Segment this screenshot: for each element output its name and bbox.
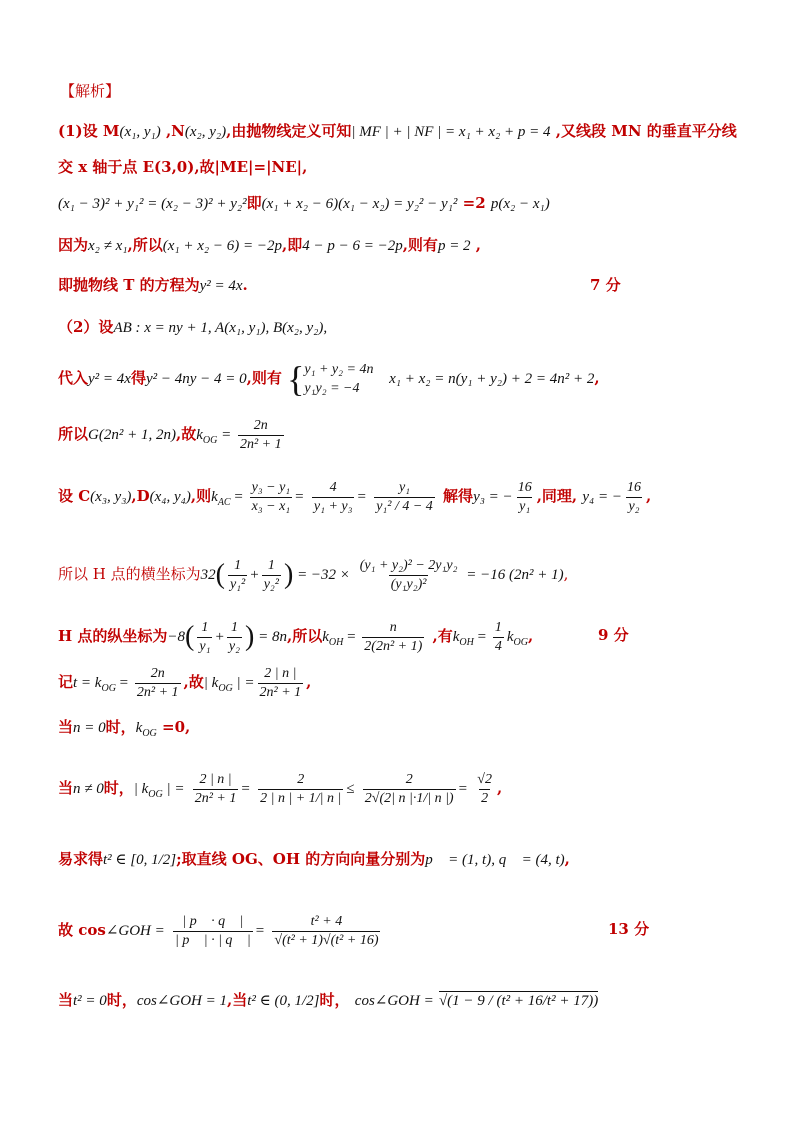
text: 得 <box>130 369 146 387</box>
subscript: OH <box>459 637 474 648</box>
denominator: y₂ <box>628 498 640 514</box>
math-expr: t² = 0 <box>73 993 107 1009</box>
text: ,由抛物线定义可知 <box>226 122 352 140</box>
fraction <box>193 772 239 807</box>
numerator: 1 <box>201 619 209 635</box>
solution-line-15 <box>58 848 760 871</box>
numerator: 1 <box>234 557 242 573</box>
fraction <box>197 620 212 655</box>
math-expr: y₄ = − <box>582 489 622 505</box>
math-expr: y² = 4x <box>199 278 243 294</box>
numerator: 2 | n | <box>264 665 297 681</box>
fraction <box>228 558 247 593</box>
text: 代入 <box>58 369 89 387</box>
fraction <box>272 914 380 949</box>
numerator: y₁ <box>398 479 411 495</box>
numerator: 1 <box>230 619 238 635</box>
text: 解得 <box>443 487 474 505</box>
fraction <box>258 772 343 807</box>
math-expr: | = <box>232 675 255 691</box>
section-header: 【解析】 <box>60 82 121 100</box>
math-expr: cos∠GOH = 1 <box>136 993 228 1009</box>
math-expr: y² = 4x <box>88 371 131 387</box>
math-expr: (x₄, y₄) <box>149 489 191 505</box>
solution-line-6 <box>58 316 760 339</box>
text: 设 C <box>58 487 91 505</box>
denominator: | p⃗ | · | q⃗ | <box>175 932 251 948</box>
text: =2 <box>457 194 491 212</box>
math-expr: x₂ ≠ x₁ <box>88 238 128 254</box>
math-expr: t = k <box>73 675 102 691</box>
denominator: 2n² + 1 <box>259 684 302 700</box>
text: 因为 <box>58 236 89 254</box>
text: 记 <box>58 673 74 691</box>
fraction <box>362 620 424 655</box>
solution-line-14: 当n ≠ 0时，| $k_{OG}$ | = $\frac{2 | n |}{\text{2n² + 1}}$ = $\frac{2}{2 | n | + 1/| n |}$ ≤ $\frac{2}{2√(2| n |\cdot 1/| n |)}$ = $\frac{√2}{2}$ , <box>58 771 503 806</box>
fraction <box>227 620 242 655</box>
text: 当 <box>58 991 74 1009</box>
math-expr: x₁ + x₂ = n(y₁ + y₂) + 2 = 4n² + 2 <box>389 371 595 387</box>
math-expr: G(2n² + 1, 2n) <box>88 427 176 443</box>
numerator: 16 <box>627 479 641 495</box>
denominator: 2√(2| n |·1/| n |) <box>364 790 454 806</box>
math-expr: p = 2 <box>437 238 471 254</box>
math-expr: y² − 4ny − 4 = 0 <box>145 371 247 387</box>
denominator: x₃ − x₁ <box>251 498 291 514</box>
text: . <box>242 276 248 294</box>
denominator: 2 <box>481 790 489 806</box>
math-expr: n = 0 <box>73 720 106 736</box>
math-expr: (x₁, y₁) <box>119 124 161 140</box>
subscript: OH <box>328 637 344 648</box>
math-expr: ≤ <box>346 781 355 797</box>
solution-line-17 <box>58 974 760 1027</box>
solution-line-7 <box>58 356 760 401</box>
math-expr: k <box>135 720 143 736</box>
text: =0, <box>156 718 191 736</box>
text: 所以 H 点的横坐标为 <box>58 565 201 583</box>
math-expr: 32 <box>200 567 216 583</box>
denominator: 2 | n | + 1/| n | <box>260 790 342 806</box>
fraction <box>363 772 456 807</box>
fraction <box>135 666 181 701</box>
numerator: 2n <box>253 417 268 433</box>
denominator: 2n² + 1 <box>136 684 179 700</box>
fraction <box>374 480 435 515</box>
math-expr: = 8n <box>254 629 287 645</box>
math-expr: k <box>506 629 514 645</box>
text: 当 <box>58 779 74 797</box>
text: 即 <box>246 194 262 212</box>
text: H 点的纵坐标为 <box>58 627 168 645</box>
numerator: √2 <box>477 771 492 787</box>
text: ,则有 <box>246 369 282 387</box>
text: 即抛物线 T 的方程为 <box>58 276 200 294</box>
text: 当 <box>58 718 74 736</box>
text: 所以 <box>58 425 89 443</box>
subscript: OG <box>101 683 116 694</box>
math-expr: √(1 − 9 / (t² + 16/t² + 17)) <box>438 993 599 1009</box>
numerator: 1 <box>494 619 502 635</box>
denominator: √(t² + 1)√(t² + 16) <box>274 932 379 948</box>
text: , <box>496 779 503 797</box>
solution-line-13 <box>58 716 760 745</box>
numerator: 2 | n | <box>199 771 232 787</box>
denominator: y₁ + y₃ <box>313 498 353 514</box>
denominator: 2n² + 1 <box>194 790 237 806</box>
score-label: 9 分 <box>598 626 629 644</box>
solution-line-12: 记$t = k_{OG}$ = $\frac{2n}{\text{2n² + 1}}$ ,故| $k_{OG}$ | = $\frac{2 | n |}{\text{2n² + 1}}$ , <box>58 665 312 700</box>
math-expr: k <box>196 427 203 443</box>
text: 时， <box>106 991 137 1009</box>
text: ,则 <box>190 487 212 505</box>
math-expr: | = <box>162 781 185 797</box>
math-expr: = −32 × <box>293 567 350 583</box>
text: ,有 <box>427 627 453 645</box>
text: ,又线段 MN 的垂直平分线 <box>550 122 737 140</box>
math-expr: = <box>217 427 235 443</box>
math-expr: (x₁ + x₂ − 6)(x₁ − x₂) = y₂² − y₁² <box>261 196 458 212</box>
system-row: y₁ + y₂ = 4n <box>304 362 374 377</box>
numerator: n <box>389 619 397 635</box>
fraction <box>516 480 534 515</box>
math-expr: −8 <box>167 629 186 645</box>
fraction <box>250 480 293 515</box>
solution-line-9: 设 C(x₃, y₃),D(x₄, y₄),则$k_{AC}$ = $\frac{\text{y₃ − y₁}}{\text{x₃ − x₁}}$ = $\frac{4}{\text{y₁ + y₃}}$ = $\frac{\text{y₁}}{\text{y₁² / 4 − 4}}$ 解得y₃ = − $\frac{16}{\text{y₁}}$ ,同理, y₄ = − $\frac{16}{\text{y₂}}$ , <box>58 479 652 514</box>
solution-line-4 <box>58 234 760 257</box>
fraction <box>173 914 253 949</box>
numerator: 1 <box>267 557 275 573</box>
solution-line-2: 交 x 轴于点 E(3,0),故|ME|=|NE|, <box>58 158 308 176</box>
denominator: 2n² + 1 <box>239 436 282 452</box>
denominator: 4 <box>494 638 502 654</box>
text: （2）设 <box>58 318 114 336</box>
text: , <box>594 369 600 387</box>
numerator: 2 <box>405 771 413 787</box>
math-expr: = −16 (2n² + 1) <box>462 567 564 583</box>
fraction <box>312 480 355 515</box>
math-expr: t² ∈ [0, 1/2] <box>103 852 177 868</box>
numerator: 4 <box>329 479 337 495</box>
numerator: t² + 4 <box>310 913 343 929</box>
score-label: 13 分 <box>608 920 650 938</box>
text: ,N <box>160 122 185 140</box>
text: 易求得 <box>58 850 104 868</box>
text: 时， <box>103 779 134 797</box>
fraction <box>262 558 281 593</box>
math-expr: p(x₂ − x₁) <box>490 196 550 212</box>
denominator: 2(2n² + 1) <box>364 638 423 654</box>
subscript: OG <box>218 683 233 694</box>
math-expr: k <box>452 629 460 645</box>
numerator: 2n <box>150 665 165 681</box>
math-expr: | k <box>133 781 149 797</box>
solution-line-16: 故 cos∠GOH = $\frac{| p⃗ \cdot q⃗ |}{| p⃗ | \cdot | q⃗ |}$ = $\frac{\text{t² + 4}}{\text{√(t² + 1)√(t² + 16)}}$ <box>58 913 379 948</box>
text: ,故 <box>183 673 204 691</box>
solution-line-11: H 点的纵坐标为−8( $\frac{1}{\text{y₁}}$ + $\frac{1}{\text{y₂}}$ ) = 8n,所以$k_{OH}$ = $\frac{n}{\text{2(2n² + 1)}}$ ,有$k_{OH}$ = $\frac{1}{4}$ $k_{OG}$, <box>58 619 534 654</box>
score-label: 7 分 <box>590 276 621 294</box>
denominator: y₂² <box>263 576 279 592</box>
solution-line-8 <box>58 414 760 461</box>
denominator: y₁² <box>229 576 246 592</box>
math-expr: n ≠ 0 <box>73 781 104 797</box>
solution-line-5 <box>58 274 760 297</box>
text: , <box>527 627 534 645</box>
denominator: y₁ <box>199 638 211 654</box>
numerator: y₃ − y₁ <box>251 479 291 495</box>
math-expr: AB : x = ny + 1, A(x₁, y₁), B(x₂, y₂), <box>113 320 328 336</box>
text: , <box>306 673 312 691</box>
math-expr: (x₁ + x₂ − 6) = −2p <box>162 238 282 254</box>
denominator: y₁ <box>519 498 531 514</box>
subscript: OG <box>142 728 157 739</box>
numerator: 16 <box>517 479 532 495</box>
math-expr: cos∠GOH = <box>354 993 434 1009</box>
math-expr: (x₁ − 3)² + y₁² = (x₂ − 3)² + y₂² <box>58 196 247 212</box>
subscript: OG <box>202 435 218 446</box>
text: , <box>646 487 652 505</box>
text: 时， <box>319 991 350 1009</box>
numerator: (y₁ + y₂)² − 2y₁y₂ <box>359 557 458 573</box>
math-expr: | MF | + | NF | = x₁ + x₂ + p = 4 <box>351 124 551 140</box>
solution-line-1 <box>58 120 760 143</box>
text: , <box>563 565 569 583</box>
fraction <box>625 480 643 515</box>
math-expr: 4 − p − 6 = −2p <box>302 238 403 254</box>
text: ,所以 <box>286 627 323 645</box>
solution-line-10: 所以 H 点的横坐标为32( $\frac{1}{\text{y₁²}}$ + $\frac{1}{\text{y₂²}}$ ) = −32 × $\frac{\text{(y₁ + y₂)² − 2y₁y₂}}{\text{(y₁y₂)²}}$ = −16 (2n² + 1), <box>58 557 569 592</box>
math-expr: | k <box>203 675 219 691</box>
text: , <box>470 236 482 254</box>
math-expr: y₃ = − <box>473 489 513 505</box>
math-expr: (x₂, y₂) <box>184 124 227 140</box>
text: ,同理, <box>536 487 578 505</box>
subscript: OG <box>148 789 163 800</box>
solution-line-3 <box>58 192 760 215</box>
denominator: y₂ <box>228 638 241 654</box>
text: (1)设 M <box>58 122 120 140</box>
math-expr: (x₃, y₃) <box>90 489 132 505</box>
math-expr: ∠GOH = <box>105 923 165 939</box>
text: ,D <box>131 487 150 505</box>
text: ,所以 <box>127 236 163 254</box>
subscript: AC <box>217 497 231 508</box>
fraction <box>238 418 284 453</box>
text: , <box>564 850 570 868</box>
fraction <box>475 772 494 807</box>
text: ,则有 <box>402 236 438 254</box>
text: ,故 <box>175 425 197 443</box>
text: 时， <box>105 718 136 736</box>
system-row: y₁y₂ = −4 <box>304 381 360 396</box>
fraction <box>493 620 504 655</box>
math-expr: k <box>211 489 218 505</box>
math-expr: t² ∈ (0, 1/2] <box>247 993 320 1009</box>
numerator: | p⃗ · q⃗ | <box>182 913 244 929</box>
denominator: y₁² / 4 − 4 <box>376 498 433 514</box>
denominator: (y₁y₂)² <box>390 576 427 592</box>
text: ;取直线 OG、OH 的方向向量分别为 <box>176 850 426 868</box>
fraction <box>358 558 460 593</box>
text: 故 cos <box>58 921 106 939</box>
fraction <box>258 666 304 701</box>
math-expr: k <box>322 629 329 645</box>
numerator: 2 <box>297 771 305 787</box>
subscript: OG <box>513 637 528 648</box>
math-expr: p⃗ = (1, t), q⃗ = (4, t) <box>425 852 565 868</box>
text: ,即 <box>281 236 303 254</box>
text: ,当 <box>227 991 248 1009</box>
equation-system: { y₁ + y₂ = 4n y₁y₂ = −4 <box>287 359 374 399</box>
